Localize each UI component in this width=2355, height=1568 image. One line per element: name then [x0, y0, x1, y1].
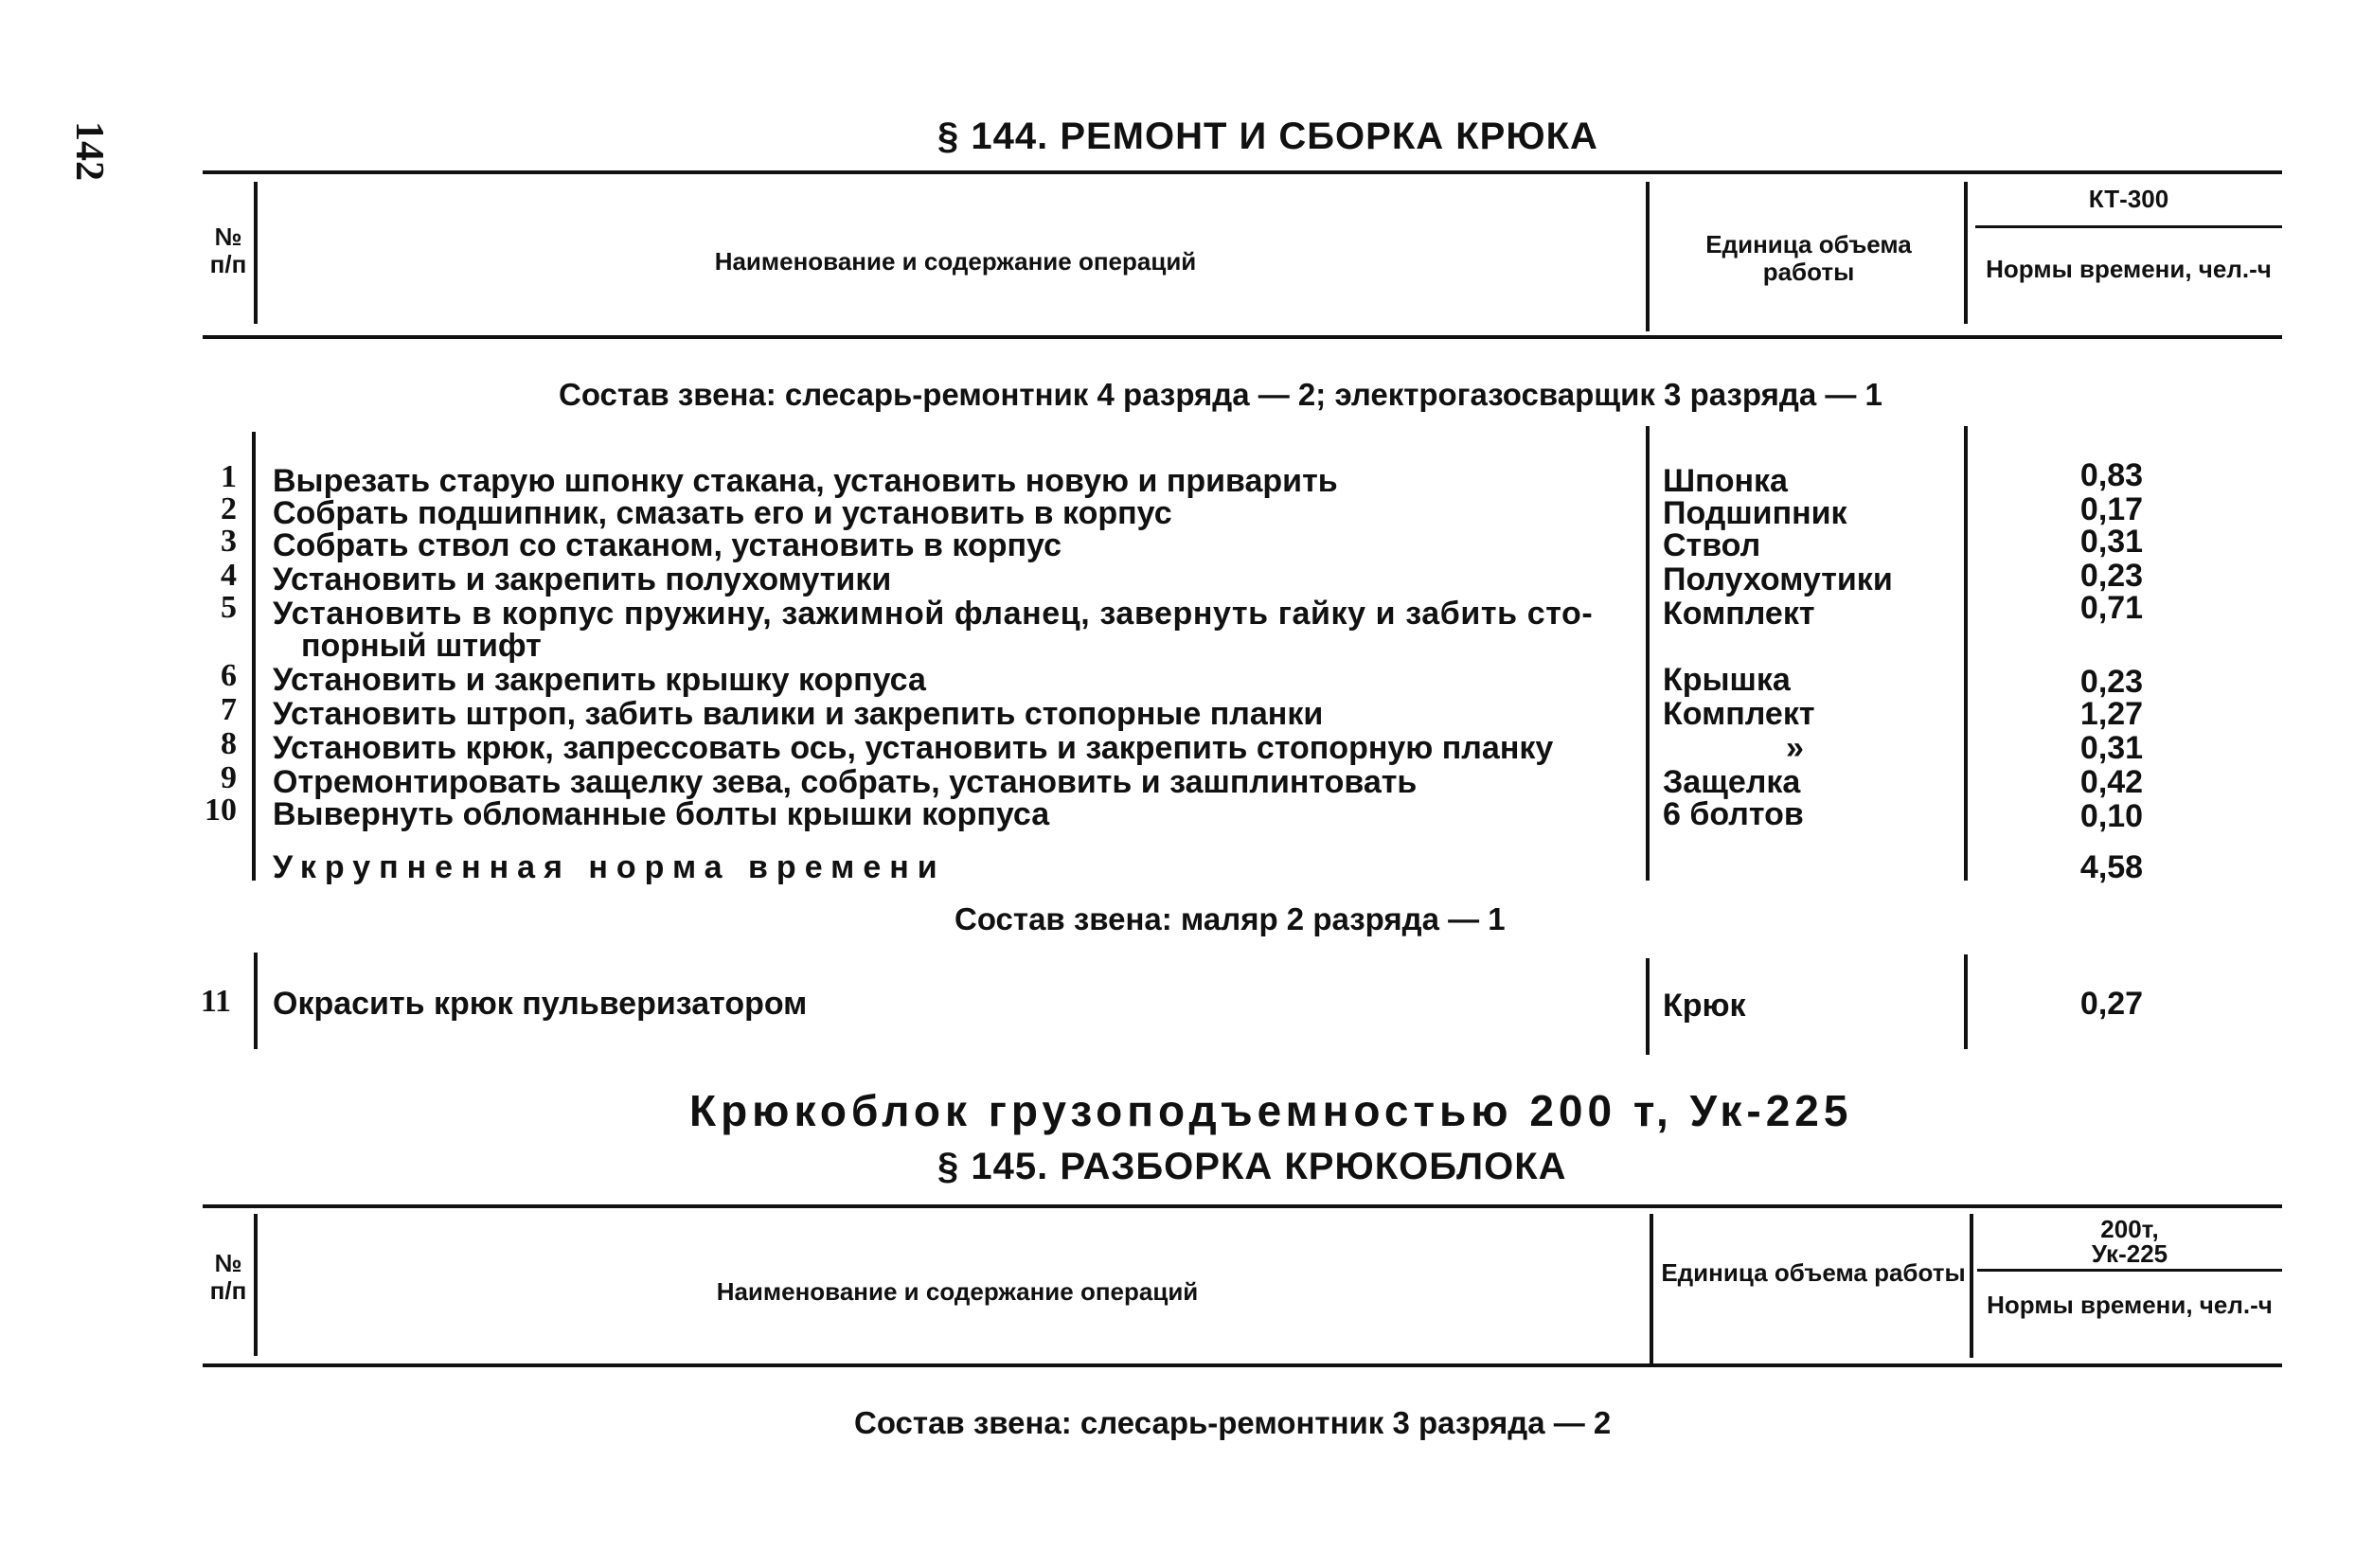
- crew-composition-1: Состав звена: слесарь-ремонтник 4 разряда — 2; электрогазосварщик 3 разряда — 1: [559, 377, 1882, 412]
- table2-header-unit: Единица объема работы: [1661, 1258, 1966, 1287]
- row-number: 7: [221, 692, 237, 727]
- table1-header-num: № п/п: [209, 223, 247, 278]
- time-norm: 0,23: [2079, 558, 2144, 594]
- row-number: 3: [221, 524, 237, 559]
- work-unit: 6 болтов: [1663, 796, 1804, 832]
- row-number: 11: [200, 984, 231, 1019]
- operation-text: Установить в корпус пружину, зажимной фланец, завернуть гайку и забить сто-: [273, 596, 1594, 632]
- time-norm: 0,71: [2079, 590, 2144, 626]
- table2-col-divider-3: [1970, 1214, 1973, 1358]
- crew-composition-2: Состав звена: маляр 2 разряда — 1: [954, 901, 1506, 936]
- section-144-title: § 144. РЕМОНТ И СБОРКА КРЮКА: [937, 116, 1598, 157]
- time-norm: 1,27: [2079, 696, 2144, 732]
- work-unit: Комплект: [1663, 696, 1815, 732]
- operation-text: Установить штроп, забить валики и закрепить стопорные планки: [273, 696, 1324, 732]
- operation-text: Установить и закрепить полухомутики: [273, 561, 892, 597]
- table1-header-bottom-rule: [203, 335, 2282, 339]
- operation-text: Установить крюк, запрессовать ось, установить и закрепить стопорную планку: [273, 730, 1554, 766]
- section-145-title: § 145. РАЗБОРКА КРЮКОБЛОКА: [937, 1146, 1567, 1187]
- table1b-divider-3: [1964, 954, 1968, 1049]
- table2-header-bottom-rule: [203, 1363, 2282, 1367]
- crew-composition-3: Состав звена: слесарь-ремонтник 3 разряда — 2: [854, 1405, 1612, 1440]
- row-number: 10: [205, 793, 237, 828]
- work-unit: Крюк: [1663, 988, 1746, 1024]
- time-norm: 0,10: [2079, 798, 2144, 834]
- row-number: 6: [221, 658, 237, 693]
- time-norm: 0,31: [2079, 524, 2144, 560]
- row-number: 8: [221, 726, 237, 761]
- table1b-divider-1: [254, 953, 258, 1049]
- table2-col-divider-2: [1650, 1214, 1653, 1363]
- table2-header-model-line1: 200т,: [2100, 1215, 2159, 1243]
- table1-header-model: КТ-300: [2088, 185, 2169, 213]
- time-norm: 0,42: [2079, 764, 2144, 800]
- table1-body-divider-1: [252, 432, 256, 881]
- table2-model-rule: [1977, 1269, 2282, 1272]
- table1-col-divider-3: [1964, 182, 1968, 324]
- table1-header-unit: Единица объема работы: [1705, 230, 1912, 286]
- table1-body-divider-2: [1646, 426, 1650, 881]
- time-norm: 0,23: [2079, 664, 2144, 700]
- time-norm: 0,17: [2079, 491, 2144, 527]
- table1b-divider-2: [1646, 958, 1650, 1055]
- row-number: 2: [221, 491, 237, 526]
- table1-header-norms: Нормы времени, чел.-ч: [1986, 255, 2272, 283]
- table2-header-name: Наименование и содержание операций: [716, 1277, 1199, 1306]
- row-number: 1: [221, 459, 237, 494]
- total-norm-value: 4,58: [2079, 849, 2144, 885]
- table1-col-divider-2: [1646, 182, 1650, 331]
- operation-text: Отремонтировать защелку зева, собрать, установить и зашплинтовать: [273, 764, 1418, 800]
- operation-text: Вывернуть обломанные болты крышки корпуса: [273, 796, 1050, 832]
- operation-text: Окрасить крюк пульверизатором: [273, 986, 808, 1022]
- time-norm: 0,31: [2079, 730, 2144, 766]
- work-unit: Ствол: [1663, 527, 1761, 563]
- table1-body-divider-3: [1964, 426, 1968, 881]
- work-unit: Подшипник: [1663, 495, 1847, 531]
- hookblock-title: Крюкоблок грузоподъемностью 200 т, Ук-225: [689, 1086, 1853, 1135]
- time-norm: 0,83: [2079, 457, 2144, 493]
- table1-model-rule: [1975, 225, 2282, 228]
- row-number: 4: [221, 558, 237, 593]
- table2-header-norms: Нормы времени, чел.-ч: [1987, 1291, 2273, 1319]
- row-number: 5: [221, 590, 237, 625]
- table2-top-rule: [203, 1204, 2282, 1208]
- table1-top-rule: [203, 170, 2282, 174]
- page-number: 142: [67, 121, 111, 181]
- table2-header-num: № п/п: [209, 1249, 247, 1305]
- time-norm: 0,27: [2079, 986, 2144, 1022]
- table1-col-divider-1: [254, 182, 258, 324]
- work-unit: Шпонка: [1663, 463, 1788, 499]
- total-norm-label: Укрупненная норма времени: [273, 849, 946, 885]
- table1-header-name: Наименование и содержание операций: [714, 247, 1197, 276]
- operation-text: Собрать подшипник, смазать его и установить в корпус: [273, 495, 1172, 531]
- operation-text: Установить и закрепить крышку корпуса: [273, 662, 926, 698]
- row-number: 9: [221, 760, 237, 795]
- work-unit: Комплект: [1663, 596, 1815, 632]
- work-unit: Защелка: [1663, 764, 1801, 800]
- work-unit: Полухомутики: [1663, 561, 1893, 597]
- operation-text: Собрать ствол со стаканом, установить в корпус: [273, 527, 1062, 563]
- table2-header-model-line2: Ук-225: [2091, 1239, 2168, 1268]
- table2-col-divider-1: [254, 1214, 258, 1356]
- operation-text: Вырезать старую шпонку стакана, установить новую и приварить: [273, 463, 1338, 499]
- work-unit: »: [1786, 730, 1804, 766]
- work-unit: Крышка: [1663, 662, 1791, 698]
- operation-text-continued: порный штифт: [301, 628, 542, 664]
